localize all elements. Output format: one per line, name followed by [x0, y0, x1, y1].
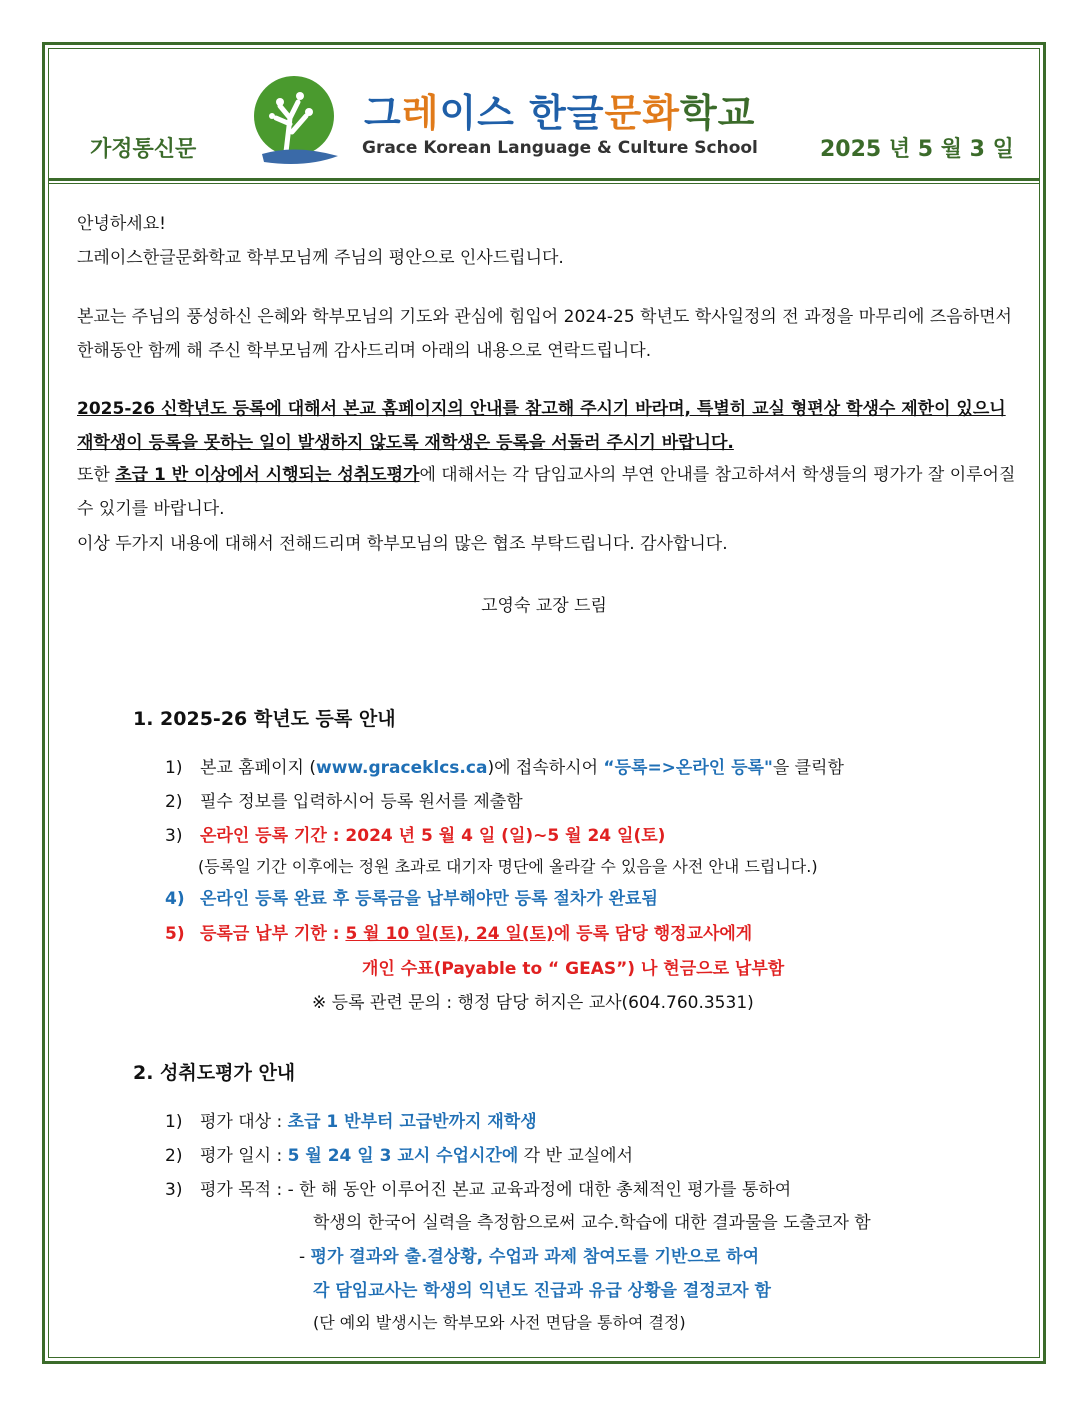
item-text: 각 반 교실에서: [518, 1146, 634, 1166]
newsletter-date: 2025 년 5 월 3 일: [820, 137, 1014, 162]
item-text: 에 등록 담당 행정교사에게: [553, 924, 753, 944]
greeting-line: 그레이스한글문화학교 학부모님께 주님의 평안으로 인사드립니다.: [77, 248, 564, 268]
item-text: - 한 해 동안 이루어진 본교 교육과정에 대한 총체적인 평가를 통하여: [287, 1180, 792, 1200]
school-name-korean: [364, 82, 755, 137]
section2-title: 2. 성취도평가 안내: [133, 1062, 296, 1084]
section1-item: [165, 919, 752, 949]
item-number: 3): [165, 826, 183, 846]
section2-note: (단 예외 발생시는 학부모와 사전 면담을 통하여 결정): [313, 1313, 686, 1332]
closing-line: 이상 두가지 내용에 대해서 전해드리며 학부모님의 많은 협조 부탁드립니다. 감사합니다.: [77, 534, 728, 554]
item-text: 본교 홈페이지 (: [200, 758, 316, 778]
section1-item: [165, 753, 844, 783]
section1-item: [165, 787, 523, 817]
item-number: 3): [165, 1180, 183, 1200]
item-number: 1): [165, 758, 183, 778]
item-number: 2): [165, 1146, 183, 1166]
section2-item: [165, 1141, 633, 1171]
payment-method: 개인 수표(Payable to “ GEAS”) 나 현금으로 납부함: [362, 959, 785, 979]
item-text: 필수 정보를 입력하시어 등록 원서를 제출함: [200, 792, 523, 812]
header-divider: [48, 178, 1040, 181]
registration-notice: 2025-26 신학년도 등록에 대해서 본교 홈페이지의 안내를 참고해 주시기 바라며, 특별히 교실 형편상 학생수 제한이 있으니 재학생이 등록을 못하는 일이 발생하지 않도록 재학생은 등록을 서둘러 주시기 바랍니다.: [77, 399, 1006, 453]
assessment-notice-highlight: 초급 1 반 이상에서 시행되는 성취도평가: [115, 465, 420, 485]
item-number: 1): [165, 1112, 183, 1132]
section2-item: [165, 1175, 791, 1205]
header-divider-thin: [48, 183, 1040, 184]
school-name-part: 그: [364, 91, 402, 135]
online-registration-link[interactable]: “등록=>온라인 등록": [603, 758, 773, 778]
intro-paragraph: 본교는 주님의 풍성하신 은혜와 학부모님의 기도와 관심에 힘입어 2024-25 학년도 학사일정의 전 과정을 마무리에 즈음하면서 한해동안 함께 해 주신 학부모님께 감사드리며 아래의 내용으로 연락드립니다.: [77, 307, 1012, 361]
assessment-notice: [77, 458, 1024, 526]
section2-item: [165, 1107, 537, 1137]
item-label: 평가 대상 :: [200, 1112, 288, 1132]
school-name-part: 레: [401, 91, 440, 135]
school-name-part: 한글: [529, 91, 605, 135]
section1-item: [165, 884, 658, 914]
section1-item: [165, 821, 665, 851]
item-dash: -: [299, 1247, 311, 1267]
school-name-part: 문화: [604, 91, 680, 135]
item-text: 온라인 등록 완료 후 등록금을 납부해야만 등록 절차가 완료됨: [200, 889, 658, 909]
school-tree-logo: [246, 72, 346, 168]
item-text: 평가 결과와 출.결상황, 수업과 과제 참여도를 기반으로 하여: [310, 1247, 760, 1267]
newsletter-label: 가정통신문: [90, 137, 197, 162]
item-value: 5 월 24 일 3 교시 수업시간에: [287, 1146, 519, 1166]
item-label: 평가 목적 :: [200, 1180, 288, 1200]
registration-contact: ※ 등록 관련 문의 : 행정 담당 허지은 교사(604.760.3531): [312, 993, 754, 1013]
item-number: 4): [165, 889, 185, 909]
item-label: 평가 일시 :: [200, 1146, 288, 1166]
section2-continuation: [299, 1242, 759, 1272]
section1-title: 1. 2025-26 학년도 등록 안내: [133, 708, 396, 730]
section2-continuation: 학생의 한국어 실력을 측정함으로써 교수.학습에 대한 결과물을 도출코자 함: [313, 1213, 871, 1233]
item-value: 초급 1 반부터 고급반까지 재학생: [287, 1112, 537, 1132]
signature: 고영숙 교장 드림: [481, 596, 607, 616]
registration-period: 온라인 등록 기간 : 2024 년 5 월 4 일 (일)~5 월 24 일(토): [200, 826, 666, 846]
item-text: )에 접속하시어: [487, 758, 604, 778]
item-text: 등록금 납부 기한 :: [200, 924, 346, 944]
school-name-english: Grace Korean Language & Culture School: [362, 138, 758, 158]
school-name-part: 이스: [439, 91, 530, 135]
assessment-notice-prefix: 또한: [77, 465, 116, 485]
assessment-notice-rest: 에 대해서는 각 담임교사의 부연 안내를 참고하셔서 학생들의 평가가 잘 이루어질 수 있기를 바랍니다.: [77, 465, 1016, 519]
payment-deadline: 5 월 10 일(토), 24 일(토): [345, 924, 554, 944]
greeting: 안녕하세요!: [77, 214, 166, 234]
homepage-link[interactable]: www.graceklcs.ca: [315, 758, 488, 778]
item-text: 을 클릭함: [772, 758, 844, 778]
item-number: 2): [165, 792, 183, 812]
section2-continuation: 각 담임교사는 학생의 익년도 진급과 유급 상황을 결정코자 함: [313, 1281, 771, 1301]
school-name-part: 학교: [679, 91, 756, 135]
item-number: 5): [165, 924, 185, 944]
section1-note: (등록일 기간 이후에는 정원 초과로 대기자 명단에 올라갈 수 있음을 사전 안내 드립니다.): [198, 857, 818, 876]
